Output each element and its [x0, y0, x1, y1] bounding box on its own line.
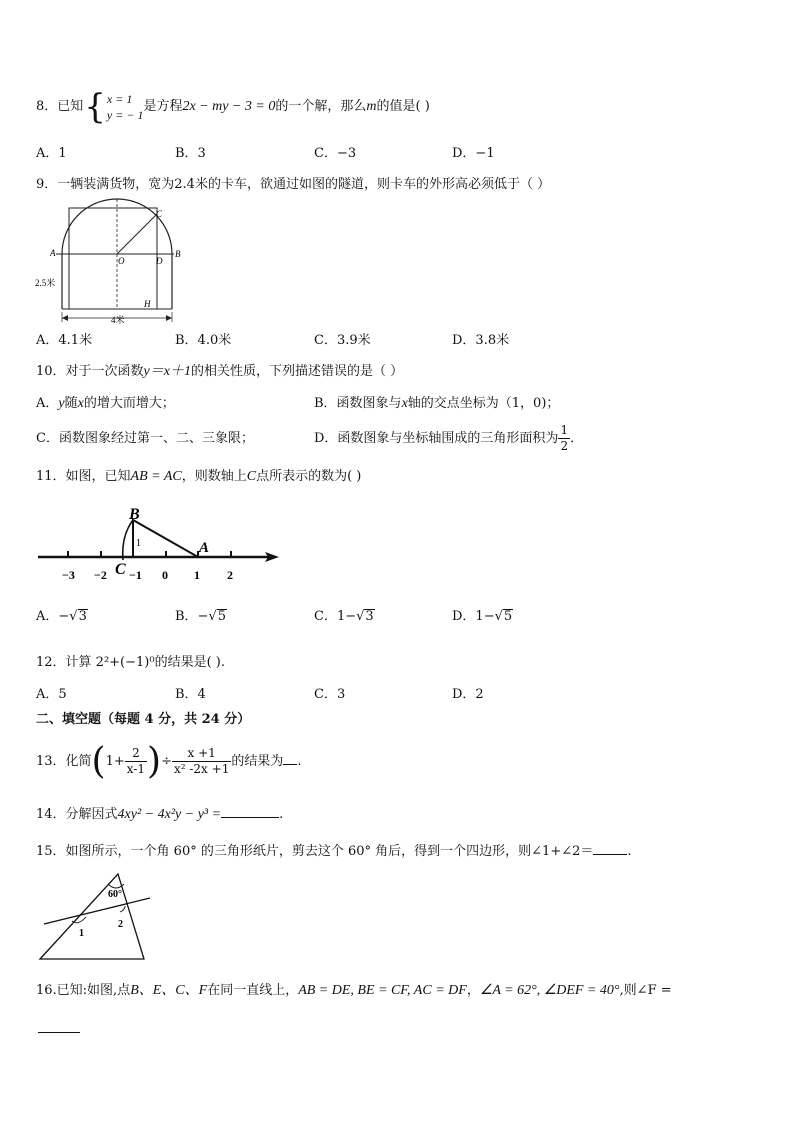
q12-option-a[interactable]: A．5 — [36, 687, 67, 702]
q13-answer-blank[interactable] — [283, 764, 297, 765]
q8-option-c[interactable]: C．−3 — [314, 146, 357, 161]
q9-option-a[interactable]: A．4.1米 — [36, 333, 93, 348]
q12-stem: 12．计算 2²+(−1)⁰的结果是( ). — [36, 655, 225, 670]
q11-a-pre: A．− — [36, 609, 70, 624]
q9-option-b[interactable]: B．4.0米 — [175, 333, 232, 348]
q8-option-a[interactable]: A．1 — [36, 146, 67, 161]
q13-post: 的结果为 — [231, 754, 284, 769]
q9-tunnel-figure — [32, 196, 192, 326]
q10-post: 的相关性质，下列描述错误的是（ ） — [190, 364, 404, 379]
q13-one-plus: 1+ — [105, 754, 125, 769]
q15-angle-label: 60° — [108, 889, 122, 900]
q11-c-pre: C．1− — [314, 609, 357, 624]
q13-stem: 13．化简(1+ $\frac{2}{x-1}$ )÷ $\frac{x +1}{\text{x² -2x +1}}$ 的结果为 . — [36, 740, 302, 782]
q15-answer-blank[interactable] — [593, 854, 627, 855]
q10-d-fraction — [558, 423, 570, 454]
q8-system-top: x = 1 — [106, 91, 133, 106]
q10-option-b[interactable] — [314, 395, 559, 413]
q10-option-c[interactable]: C．函数图象经过第一、二、三象限； — [36, 431, 254, 446]
q11-equation: AB = AC — [130, 469, 182, 484]
q11-tick-neg3: −3 — [62, 568, 75, 582]
q8-brace: { — [84, 86, 106, 127]
q16-pre: 16.已知:如图,点 — [36, 983, 131, 998]
q8-number: 8．已知 — [36, 99, 84, 114]
q12-option-b[interactable]: B．4 — [175, 687, 206, 702]
q10-a-post: 的增大而增大； — [83, 396, 175, 411]
q16-mid: 在同一直线上， — [207, 983, 299, 998]
q11-pre: 11．如图，已知 — [36, 469, 131, 484]
q9-label-c: C — [156, 209, 163, 219]
q11-end: 点所表示的数为( ) — [256, 469, 362, 484]
q11-label-c: C — [115, 561, 126, 578]
q9-option-d[interactable]: D．3.8米 — [452, 333, 510, 348]
q11-option-a[interactable]: A．−√3 — [36, 609, 87, 624]
q13-pre: 13．化简 — [36, 754, 92, 769]
q8-equation: 2x − my − 3 = 0 — [182, 99, 276, 114]
q11-label-one: 1 — [136, 538, 141, 549]
q10-stem — [36, 363, 403, 381]
q13-f2-numerator: x +1 — [172, 746, 231, 762]
q9-width-label: 4米 — [111, 315, 125, 325]
q16-conditions: AB = DE, BE = CF, AC = DF — [298, 983, 467, 998]
q9-option-c[interactable]: C．3.9米 — [314, 333, 371, 348]
q11-c-radicand: 3 — [365, 609, 374, 624]
q8-stem — [36, 88, 430, 126]
q14-stem — [36, 806, 283, 824]
q9-stem: 9．一辆装满货物，宽为2.4米的卡车，欲通过如图的隧道，则卡车的外形高必须低于（ ） — [36, 177, 551, 192]
q11-c: C — [246, 469, 257, 484]
q9-label-d: D — [156, 256, 163, 266]
q10-a-mid: 随 — [64, 396, 78, 411]
section-heading-fill-in: 二、填空题（每题 4 分，共 24 分） — [36, 712, 251, 727]
q9-label-o: O — [118, 256, 125, 266]
q10-option-d[interactable] — [314, 422, 583, 456]
q11-stem — [36, 468, 361, 486]
q8-mid: 是方程 — [143, 99, 183, 114]
q8-system-bottom: y = − 1 — [106, 107, 144, 122]
q13-divide: ÷ — [161, 754, 172, 769]
q12-option-c[interactable]: C．3 — [314, 687, 346, 702]
q10-d-pre: D．函数图象与坐标轴围成的三角形面积为 — [314, 431, 559, 446]
q13-fraction-1 — [125, 746, 147, 777]
q15-triangle-figure — [36, 866, 166, 966]
q16-sep: ， — [466, 983, 480, 998]
q10-a-pre: A． — [36, 396, 59, 411]
q11-post: ，则数轴上 — [181, 469, 247, 484]
q16-end: ,则∠F = — [619, 983, 672, 998]
q8-option-b[interactable]: B．3 — [175, 146, 206, 161]
q9-height-label: 2.5米 — [35, 278, 56, 288]
q10-b-post: 轴的交点坐标为（1，0)； — [407, 396, 560, 411]
q11-option-b[interactable]: B．−√5 — [175, 609, 227, 624]
q16-answer-blank[interactable] — [38, 1018, 80, 1033]
q8-m: m — [366, 99, 377, 114]
q10-b-x: x — [401, 396, 408, 411]
q9-label-b: B — [175, 249, 181, 259]
q11-label-b: B — [129, 506, 140, 523]
q11-d-radicand: 5 — [503, 609, 513, 624]
q16-angles: ∠A = 62°, ∠DEF = 40° — [479, 983, 620, 998]
q15-text: 15．如图所示，一个角 60° 的三角形纸片，剪去这个 60° 角后，得到一个四边形，则∠1+∠2＝ — [36, 844, 594, 859]
q11-number-line-figure — [35, 500, 285, 585]
q8-end: 的值是( ) — [376, 99, 430, 114]
q13-f1-numerator: 2 — [125, 746, 147, 762]
q15-stem — [36, 843, 632, 861]
q16-points: B、E、C、F — [130, 983, 208, 998]
q8-system — [107, 91, 144, 123]
q8-tail: 的一个解，那么 — [275, 99, 367, 114]
q11-b-radicand: 5 — [217, 609, 227, 624]
q13-f2-denominator: x² -2x +1 — [173, 762, 230, 776]
q9-label-a: A — [50, 248, 56, 258]
q10-b-pre: B．函数图象与 — [314, 396, 402, 411]
q8-option-d[interactable]: D．−1 — [452, 146, 495, 161]
q11-label-a: A — [199, 540, 210, 556]
q11-tick-0: 0 — [162, 568, 168, 582]
q15-end: . — [627, 844, 632, 859]
q10-d-end: ． — [570, 431, 584, 446]
q10-d-numerator: 1 — [560, 423, 569, 437]
q10-a-x: x — [77, 396, 84, 411]
q13-left-paren: ( — [91, 740, 106, 782]
q10-function: y＝x＋1 — [143, 364, 191, 379]
q14-pre: 14．分解因式 — [36, 807, 118, 822]
q11-option-c[interactable]: C．1−√3 — [314, 609, 374, 624]
q15-label-1: 1 — [79, 928, 84, 939]
q13-fraction-2 — [172, 746, 231, 777]
q10-a-y: y — [58, 396, 65, 411]
q10-d-denominator: 2 — [560, 439, 569, 453]
q13-right-paren: ) — [147, 740, 162, 782]
q14-expression: 4xy² − 4x²y − y³ = — [117, 807, 222, 822]
q16-stem — [36, 982, 672, 1000]
q11-a-radicand: 3 — [78, 609, 87, 624]
q11-tick-2: 2 — [227, 568, 233, 582]
q10-option-a[interactable] — [36, 395, 175, 413]
q14-answer-blank[interactable] — [221, 817, 279, 818]
q15-label-2: 2 — [118, 919, 123, 930]
q12-option-d[interactable]: D．2 — [452, 687, 484, 702]
q10-pre: 10．对于一次函数 — [36, 364, 144, 379]
q11-option-d[interactable]: D．1−√5 — [452, 609, 513, 624]
q11-tick-neg1: −1 — [129, 568, 142, 582]
q14-end: . — [279, 807, 284, 822]
q11-d-pre: D．1− — [452, 609, 495, 624]
q9-label-h: H — [144, 299, 151, 309]
q11-tick-1: 1 — [194, 568, 200, 582]
q13-f1-denominator: x-1 — [126, 762, 146, 776]
q11-b-pre: B．− — [175, 609, 209, 624]
q11-tick-neg2: −2 — [94, 568, 107, 582]
